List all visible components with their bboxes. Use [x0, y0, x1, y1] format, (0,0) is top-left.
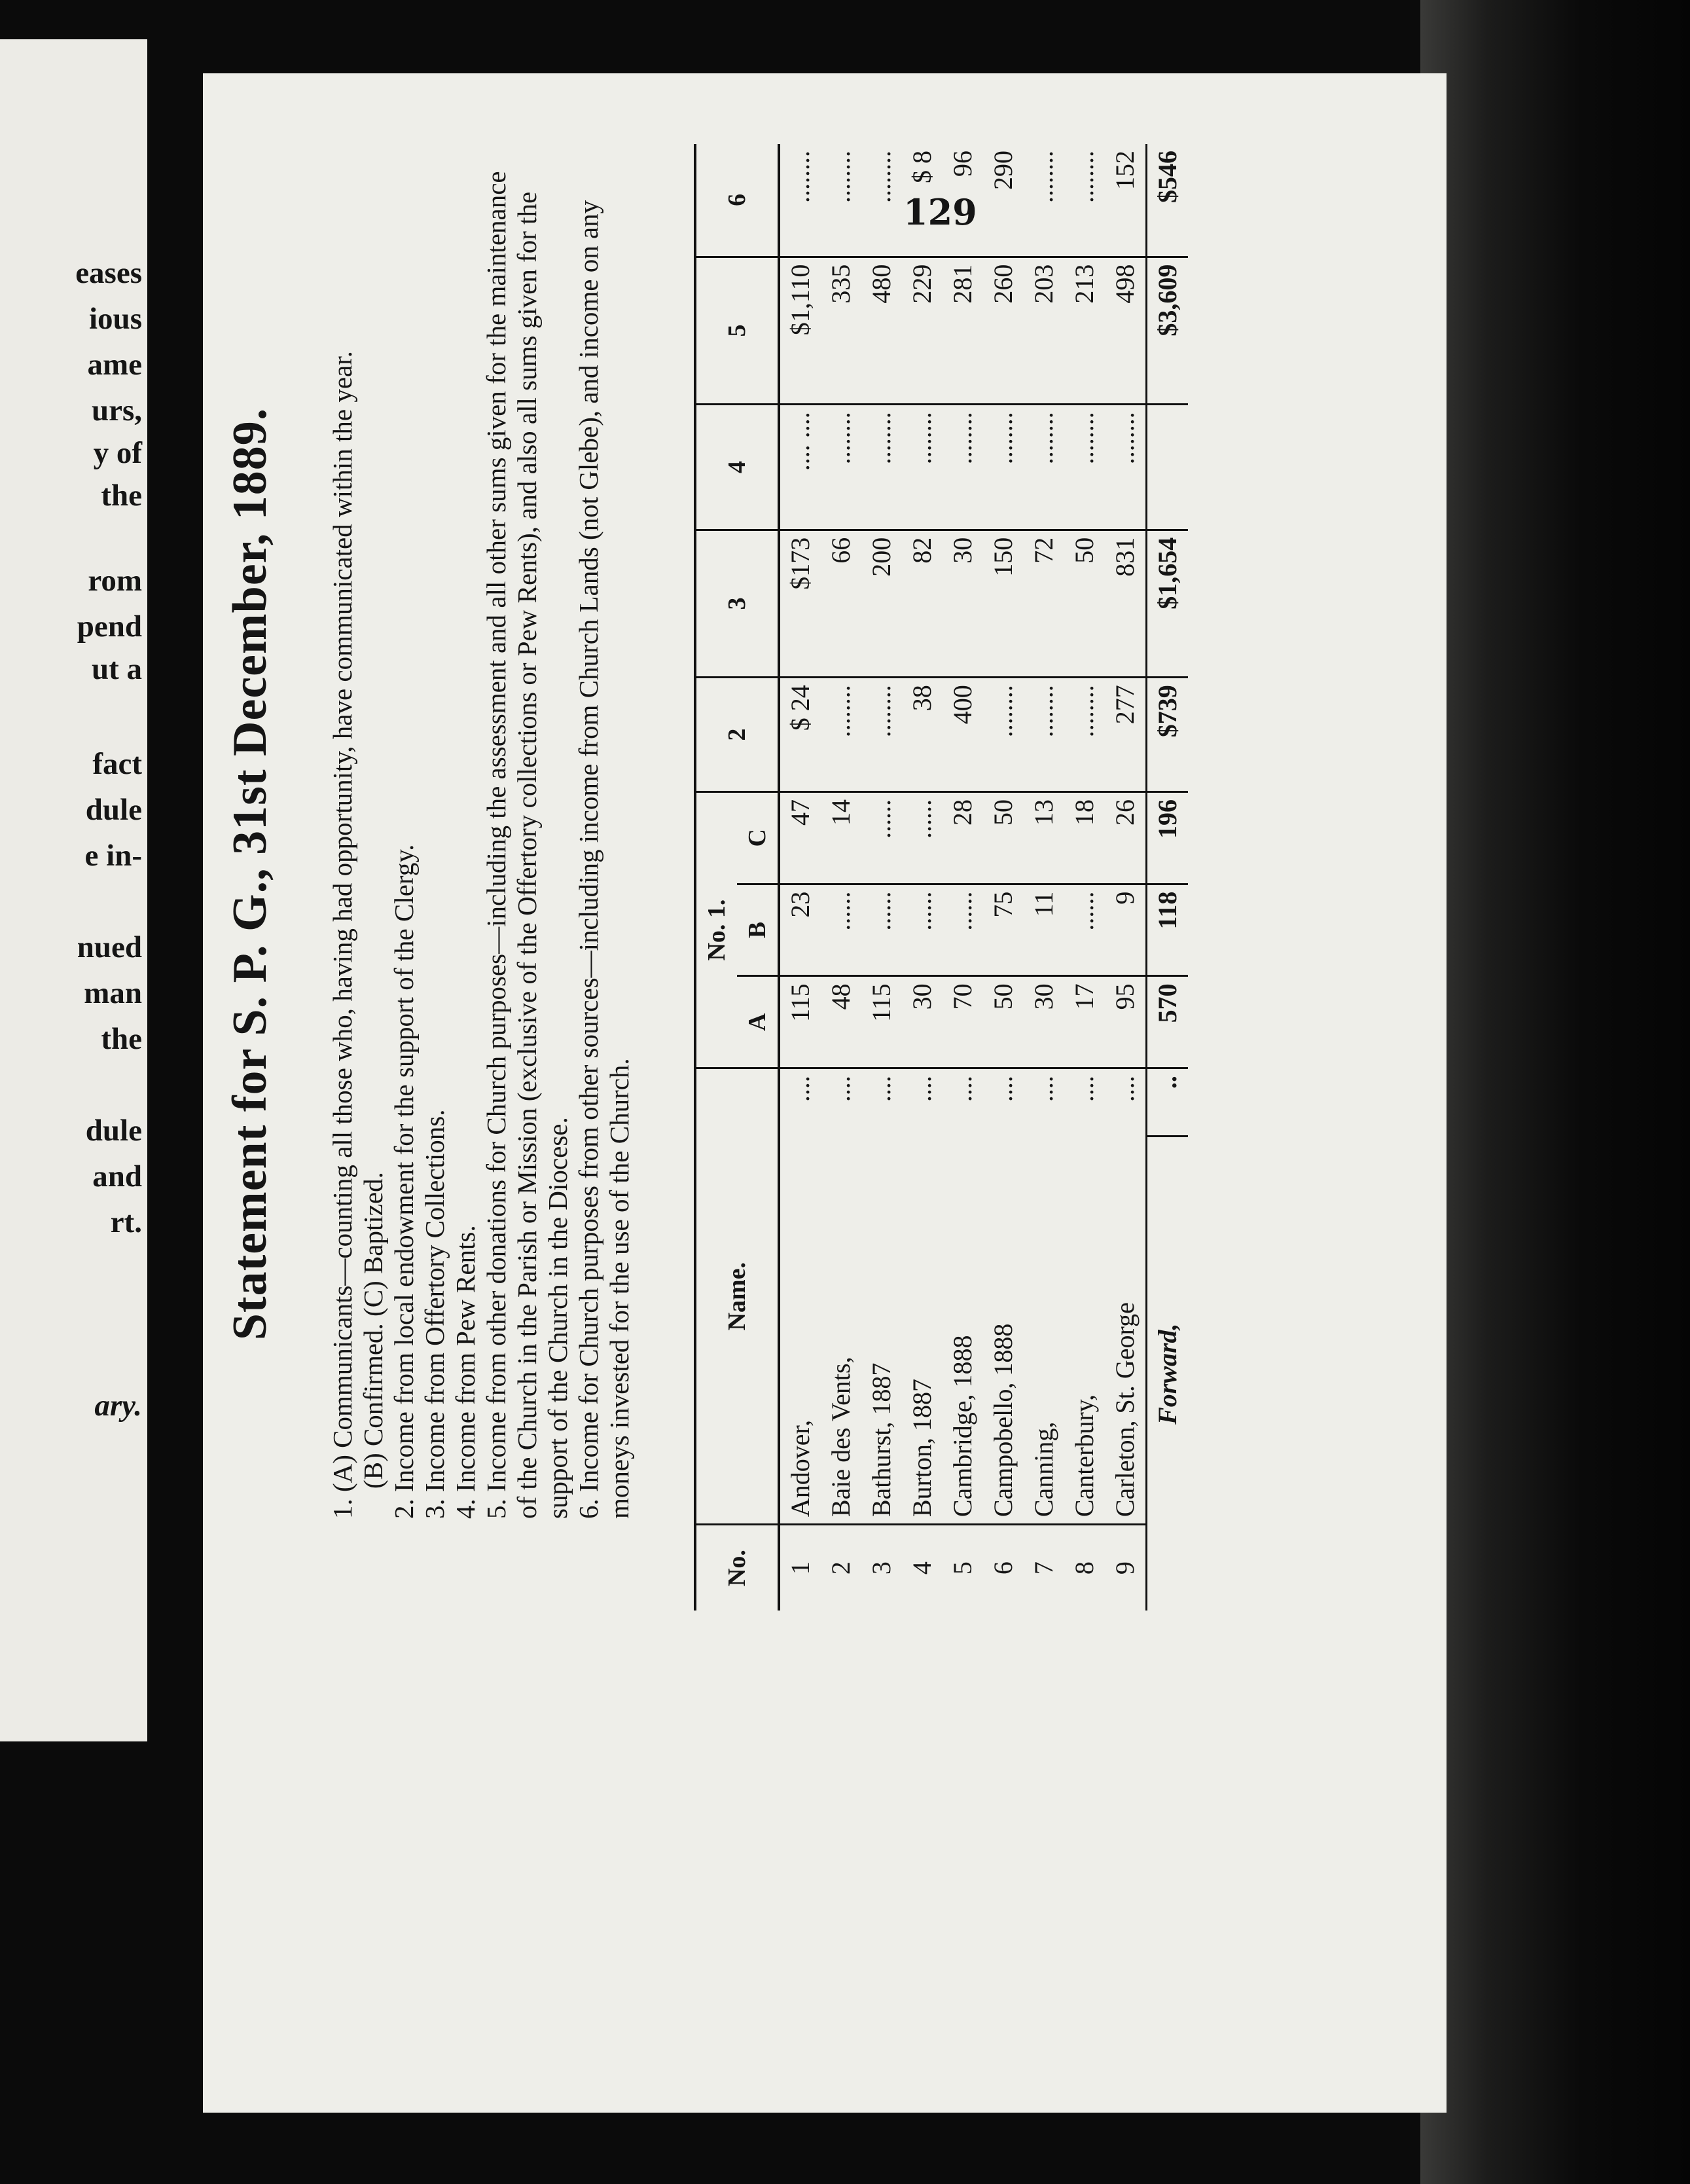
cell-v3: 66: [821, 530, 861, 678]
cell-c: 13: [1024, 792, 1064, 884]
cell-v2: ........: [861, 678, 902, 792]
cell-v3: 72: [1024, 530, 1064, 678]
fragment: the: [101, 1022, 142, 1056]
col-6: 6: [695, 144, 779, 257]
fragment: y of: [93, 436, 142, 470]
cell-no: 6: [983, 1525, 1024, 1611]
cell-dots: ....: [1105, 1068, 1147, 1137]
cell-dots: ....: [1064, 1068, 1105, 1137]
cell-v5: $1,110: [779, 257, 821, 405]
cell-c: 28: [943, 792, 983, 884]
cell-v4: ........: [902, 405, 943, 530]
cell-no: 2: [821, 1525, 861, 1611]
cell-name: Bathurst, 1887: [867, 1362, 896, 1518]
cell-dots: ....: [1024, 1068, 1064, 1137]
cell-name: Canterbury,: [1070, 1394, 1099, 1518]
cell-name: Baie des Vents,: [826, 1356, 855, 1518]
cell-a: 95: [1105, 976, 1147, 1068]
total-c: 196: [1147, 792, 1189, 884]
cell-v6: 152: [1110, 151, 1140, 190]
cell-c: 50: [983, 792, 1024, 884]
col-group-no1: No. 1.: [695, 792, 737, 1068]
fragment: urs,: [91, 393, 142, 428]
fragment: rom: [88, 564, 142, 598]
cell-dots: ....: [983, 1068, 1024, 1137]
cell-dots: ....: [821, 1068, 861, 1137]
cell-name: Carleton, St. George: [1110, 1302, 1140, 1518]
cell-v2: ........: [1064, 678, 1105, 792]
cell-dots: ....: [779, 1068, 821, 1137]
cell-a: 17: [1064, 976, 1105, 1068]
cell-a: 30: [902, 976, 943, 1068]
cell-no: 1: [779, 1525, 821, 1611]
cell-v5: 203: [1024, 257, 1064, 405]
cell-a: 70: [943, 976, 983, 1068]
page-number: 129: [903, 191, 977, 233]
cell-v5: 281: [943, 257, 983, 405]
table-row: [861, 144, 902, 1611]
cell-c: ......: [902, 792, 943, 884]
cell-b: 9: [1105, 884, 1147, 976]
table-row: [1024, 144, 1064, 1611]
cell-no: 9: [1105, 1525, 1147, 1611]
cell-v4: ........: [943, 405, 983, 530]
cell-b: 75: [983, 884, 1024, 976]
cell-v6: ........: [1029, 151, 1058, 203]
cell-v6: 96: [948, 151, 977, 177]
cell-v5: 335: [821, 257, 861, 405]
cell-name: Andover,: [785, 1419, 815, 1518]
col-a: A: [737, 976, 779, 1068]
col-no: No.: [695, 1525, 779, 1611]
cell-v3: 200: [861, 530, 902, 678]
cell-v3: 50: [1064, 530, 1105, 678]
fragment: rt.: [110, 1205, 142, 1239]
cell-dots: ....: [861, 1068, 902, 1137]
cell-v6: ........: [867, 151, 896, 203]
legend-line: 1. (A) Communicants—counting all those who, having had opportunity, have communicated within the year.: [327, 351, 357, 1519]
fragment: the: [101, 479, 142, 513]
fragment: e in-: [84, 839, 142, 873]
fragment: and: [92, 1159, 142, 1193]
cell-v2: 277: [1105, 678, 1147, 792]
cell-v4: ........: [983, 405, 1024, 530]
cell-v6: 290: [988, 151, 1018, 190]
rotated-statement: [223, 137, 1309, 1611]
total-v5: $3,609: [1147, 257, 1189, 405]
cell-a: 48: [821, 976, 861, 1068]
table-row: [983, 144, 1024, 1611]
legend-line: 3. Income from Offertory Collections.: [420, 1109, 450, 1519]
cell-dots: ....: [943, 1068, 983, 1137]
cell-name: Canning,: [1029, 1421, 1058, 1518]
cell-v4: ........: [1064, 405, 1105, 530]
cell-v6: ........: [1070, 151, 1099, 203]
cell-no: 4: [902, 1525, 943, 1611]
col-b: B: [737, 884, 779, 976]
cell-a: 115: [861, 976, 902, 1068]
fragment: ut a: [91, 652, 142, 686]
cell-v2: ........: [983, 678, 1024, 792]
cell-b: ......: [943, 884, 983, 976]
cell-no: 5: [943, 1525, 983, 1611]
fragment: dule: [85, 1114, 142, 1148]
total-dots: ..: [1147, 1068, 1189, 1137]
cell-no: 8: [1064, 1525, 1105, 1611]
cell-v2: $ 24: [779, 678, 821, 792]
cell-v6: $ 8: [907, 151, 937, 183]
cell-c: 18: [1064, 792, 1105, 884]
cell-b: ......: [861, 884, 902, 976]
fragment: man: [84, 976, 142, 1010]
table-row: [902, 144, 943, 1611]
previous-page-strip: [0, 39, 147, 1741]
fragment: ious: [89, 302, 142, 336]
cell-v3: 82: [902, 530, 943, 678]
cell-v3: 831: [1105, 530, 1147, 678]
cell-c: 14: [821, 792, 861, 884]
cell-a: 30: [1024, 976, 1064, 1068]
cell-v2: 38: [902, 678, 943, 792]
fragment: dule: [85, 793, 142, 827]
cell-v2: ........: [821, 678, 861, 792]
fragment: ame: [87, 348, 142, 382]
cell-v3: 150: [983, 530, 1024, 678]
col-c: C: [737, 792, 779, 884]
cell-dots: ....: [902, 1068, 943, 1137]
total-row: [1147, 144, 1189, 1611]
cell-v6: ........: [785, 151, 815, 203]
total-a: 570: [1147, 976, 1189, 1068]
cell-c: ......: [861, 792, 902, 884]
total-v6: $546: [1147, 144, 1189, 257]
cell-a: 115: [779, 976, 821, 1068]
table-row: [1105, 144, 1147, 1611]
col-4: 4: [695, 405, 779, 530]
col-name: Name.: [695, 1068, 779, 1525]
total-b: 118: [1147, 884, 1189, 976]
table-row: [1064, 144, 1105, 1611]
cell-v4: .... ....: [779, 405, 821, 530]
cell-name: Campobello, 1888: [988, 1323, 1018, 1518]
total-label: Forward,: [1147, 1137, 1189, 1611]
fragment: ary.: [94, 1389, 142, 1423]
cell-b: ......: [902, 884, 943, 976]
cell-no: 3: [861, 1525, 902, 1611]
total-v2: $739: [1147, 678, 1189, 792]
cell-v5: 498: [1105, 257, 1147, 405]
fragment: pend: [77, 610, 142, 644]
legend-line: 5. Income from other donations for Church purposes—including the assessment and all other sums given for the maintenance of the Church in the Parish or Mission (exclusive of the Offertory collections or Pew Rents), and also all sums given for the support of the Church in the Diocese.: [481, 171, 573, 1519]
total-v3: $1,654: [1147, 530, 1189, 678]
legend-line: 6. Income for Church purposes from other sources—including income from Church Lands (not Glebe), and income on any moneys invested for the use of the Church.: [573, 200, 634, 1519]
cell-v2: ........: [1024, 678, 1064, 792]
table-row: [943, 144, 983, 1611]
cell-v2: 400: [943, 678, 983, 792]
cell-b: ......: [821, 884, 861, 976]
fragment: eases: [75, 256, 142, 290]
legend-line: 2. Income from local endowment for the support of the Clergy.: [389, 844, 419, 1519]
cell-name: Cambridge, 1888: [948, 1335, 977, 1518]
statement-title: Statement for S. P. G., 31st December, 1889.: [223, 407, 277, 1341]
col-2: 2: [695, 678, 779, 792]
cell-name: Burton, 1887: [907, 1379, 937, 1518]
legend-line: 4. Income from Pew Rents.: [450, 1225, 480, 1519]
statement-table: [694, 144, 1188, 1611]
cell-b: ......: [1064, 884, 1105, 976]
cell-b: 11: [1024, 884, 1064, 976]
book-binding: [1420, 0, 1690, 2184]
cell-v4: ........: [821, 405, 861, 530]
fragment: nued: [77, 930, 142, 964]
cell-v5: 260: [983, 257, 1024, 405]
legend: [327, 170, 635, 1519]
cell-a: 50: [983, 976, 1024, 1068]
cell-no: 7: [1024, 1525, 1064, 1611]
cell-v4: ........: [861, 405, 902, 530]
cell-v6: ........: [826, 151, 855, 203]
col-3: 3: [695, 530, 779, 678]
cell-v5: 229: [902, 257, 943, 405]
table-row: [779, 144, 821, 1611]
cell-b: 23: [779, 884, 821, 976]
legend-line: (B) Confirmed. (C) Baptized.: [358, 1172, 388, 1489]
cell-c: 47: [779, 792, 821, 884]
fragment: fact: [92, 747, 142, 781]
total-v4: [1147, 405, 1189, 530]
cell-c: 26: [1105, 792, 1147, 884]
cell-v3: $173: [779, 530, 821, 678]
cell-v4: ........: [1105, 405, 1147, 530]
cell-v5: 480: [861, 257, 902, 405]
cell-v3: 30: [943, 530, 983, 678]
table-row: [821, 144, 861, 1611]
cell-v4: ........: [1024, 405, 1064, 530]
col-5: 5: [695, 257, 779, 405]
cell-v5: 213: [1064, 257, 1105, 405]
